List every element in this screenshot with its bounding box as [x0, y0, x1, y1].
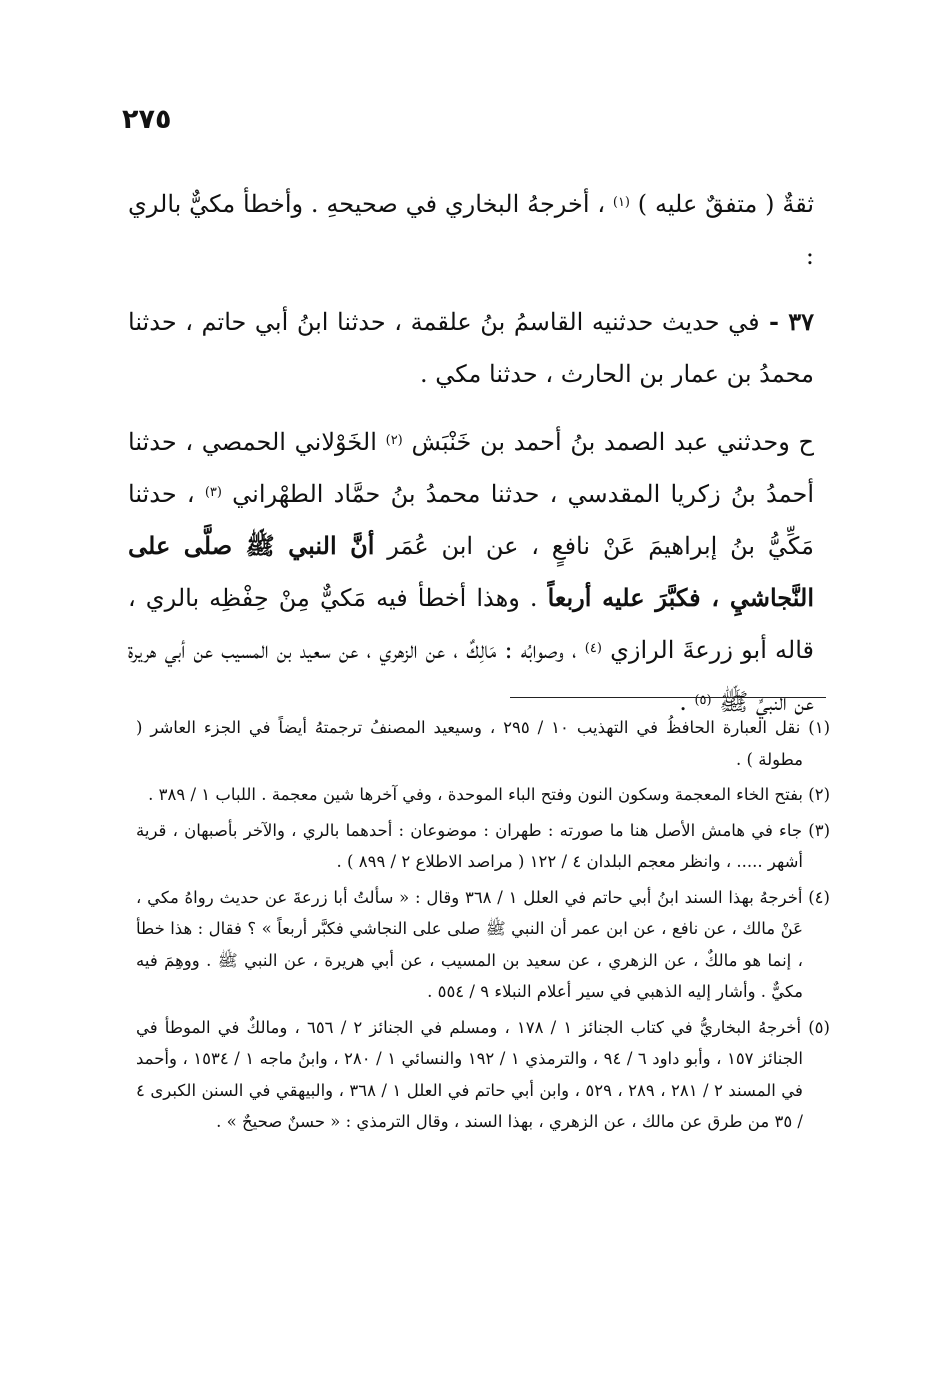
paragraph-3 — [128, 416, 814, 728]
paragraph-3-text-f: . — [679, 688, 695, 716]
footnote-5: (٥) أخرجهُ البخاريُّ في كتاب الجنائز ١ / ١٧٨ ، ومسلم في الجنائز ٢ / ٦٥٦ ، ومالكٌ في الموطأ في الجنائز ١٥٧ ، وأبو داود ٦ / ٩٤ ، والترمذي ١ / ١٩٢ والنسائي ١ / ٢٨٠ ، وابنُ ماجه ١ / ١٥٣٤ ، وأحمد في المسند ٢ / ٢٨١ ، ٢٨٩ ، ٥٢٩ ، وابن أبي حاتم في العلل ١ / ٣٦٨ ، والبيهقي في السنن الكبرى ٤ / ٣٥ من طرق عن مالك ، عن الزهري ، بهذا السند ، وقال الترمذي : « حسنٌ صحيحٌ » . — [136, 1017, 830, 1131]
paragraph-1 — [128, 178, 814, 282]
paragraph-3-text-d: . وهذا أخطأ فيه مَكيٌّ مِنْ حِفْظِه بالري ، قاله أبو زرعةَ الرازي — [128, 584, 815, 664]
paragraph-3-text-e: ، وصوابُه : مَالِكٌ ، عن الزهري ، عن سعيد بن المسيب عن أبي هريرة عن النبيِّ ﷺ — [128, 636, 814, 716]
page-number: ٢٧٥ — [122, 104, 172, 135]
hadith-number: ٣٧ - — [759, 307, 814, 336]
footnote-1: (١) نقل العبارة الحافظُ في التهذيب ١٠ / ٢٩٥ ، وسيعيد المصنفُ ترجمتهُ أيضاً في الجزء العاشر ( مطولة ) . — [136, 718, 830, 769]
paragraph-2 — [128, 296, 814, 400]
footnotes — [136, 712, 830, 1142]
footnote-ref-3: (٣) — [204, 485, 222, 500]
paragraph-3-text-c: ، حدثنا مَكِّيُّ بنُ إبراهيمَ عَنْ نافعٍ ، عن ابن عُمَر — [128, 480, 814, 560]
paragraph-1-text-b: ، أخرجهُ البخاري في صحيحهِ . وأخطأ مكيٌّ بالري : — [128, 190, 814, 270]
paragraph-3-text-a: ح وحدثني عبد الصمد بنُ أحمد بن خَنْبَش — [402, 428, 814, 456]
footnote-3: (٣) جاء في هامش الأصل هنا ما صورته : طهران : موضوعان : أحدهما بالري ، والآخر بأصبهان ، قرية أشهر ..... ، وانظر معجم البلدان ٤ / ١٢٢ ( مراصد الاطلاع ٢ / ٨٩٩ ) . — [136, 820, 830, 871]
paragraph-1-text-a: ثقةٌ ( متفقٌ عليه ) — [630, 190, 815, 218]
main-text — [128, 178, 814, 744]
footnote-ref-1: (١) — [612, 195, 630, 210]
footnote-4: (٤) أخرجهُ بهذا السند ابنُ أبي حاتم في العلل ١ / ٣٦٨ وقال : « سألتُ أبا زرعةَ عن حديث رواهُ مكي ، عَنْ مالك ، عن نافع ، عن ابن عمر أن النبي ﷺ صلى على النجاشي فكبَّر أربعاً » ؟ فقال : هذا خطأ ، إنما هو مالكٌ ، عن الزهري ، عن سعيد بن المسيب ، عن أبي هريرة ، عن النبي ﷺ . ووهِمَ فيه مكيٌّ . وأشار إليه الذهبي في سير أعلام النبلاء ٩ / ٥٥٤ . — [136, 887, 830, 1001]
footnote-ref-4: (٤) — [584, 641, 602, 656]
paragraph-3-text-b: الخَوْلاني الحمصي ، حدثنا أحمدُ بنُ زكريا المقدسي ، حدثنا محمدُ بنُ حمَّاد الطهْراني — [128, 428, 815, 508]
footnote-ref-5: (٥) — [694, 693, 712, 708]
paragraph-2-text: في حديث حدثنيه القاسمُ بنُ علقمة ، حدثنا ابنُ أبي حاتم ، حدثنا محمدُ بن عمار بن الحارث ، حدثنا مكي . — [128, 308, 814, 388]
footnote-ref-2: (٢) — [385, 433, 403, 448]
hadith-text-bold: أنَّ النبي ﷺ صلَّى على النَّجاشيِ ، فكبَّرَ عليه أربعاً — [128, 531, 815, 612]
footnote-2: (٢) بفتح الخاء المعجمة وسكون النون وفتح الباء الموحدة ، وفي آخرها شين معجمة . اللباب ١ / ٣٨٩ . — [148, 785, 830, 804]
footnote-separator — [510, 697, 826, 698]
